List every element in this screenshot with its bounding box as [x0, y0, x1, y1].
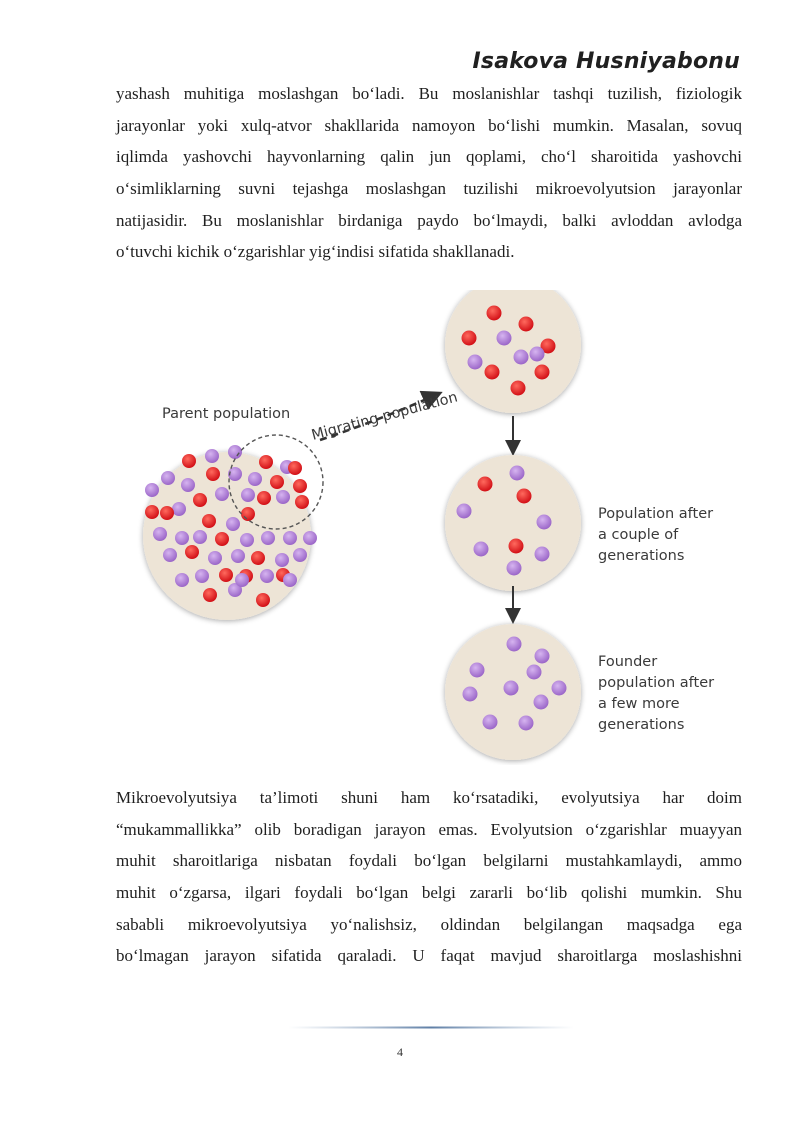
purple-allele-dot [276, 490, 290, 504]
purple-allele-dot [215, 487, 229, 501]
purple-allele-dot [507, 637, 522, 652]
red-allele-dot [509, 539, 524, 554]
purple-allele-dot [208, 551, 222, 565]
red-allele-dot [182, 454, 196, 468]
purple-allele-dot [240, 533, 254, 547]
purple-allele-dot [235, 573, 249, 587]
purple-allele-dot [468, 355, 483, 370]
purple-allele-dot [175, 573, 189, 587]
red-allele-dot [462, 331, 477, 346]
purple-allele-dot [293, 548, 307, 562]
purple-allele-dot [205, 449, 219, 463]
red-allele-dot [215, 532, 229, 546]
founder-label-line-3: a few more [598, 696, 680, 712]
purple-allele-dot [163, 548, 177, 562]
page-number: 4 [397, 1045, 403, 1059]
text-line: muhit o‘zgarsa, ilgari foydali bo‘lgan belgi zararli bo‘lib qolishi mumkin. Shu [116, 883, 742, 903]
purple-allele-dot [248, 472, 262, 486]
paragraph-2 [116, 782, 742, 972]
red-allele-dot [270, 475, 284, 489]
red-allele-dot [293, 479, 307, 493]
red-allele-dot [251, 551, 265, 565]
purple-allele-dot [552, 681, 567, 696]
red-allele-dot [241, 507, 255, 521]
text-line: jarayonlar yoki xulq-atvor shakllarida namoyon bo‘lishi mumkin. Masalan, sovuq [116, 115, 742, 135]
red-allele-dot [295, 495, 309, 509]
text-line: muhit sharoitlariga nisbatan foydali bo‘lgan belgilarni mustahkamlaydi, ammo [116, 851, 742, 871]
purple-allele-dot [537, 515, 552, 530]
header-author: Isakova Husniyabonu [472, 49, 740, 74]
founder-effect-figure [130, 290, 750, 765]
purple-allele-dot [260, 569, 274, 583]
red-allele-dot [257, 491, 271, 505]
red-allele-dot [145, 505, 159, 519]
red-allele-dot [219, 568, 233, 582]
red-allele-dot [485, 365, 500, 380]
purple-allele-dot [535, 547, 550, 562]
red-allele-dot [185, 545, 199, 559]
purple-allele-dot [283, 573, 297, 587]
red-allele-dot [478, 477, 493, 492]
purple-allele-dot [241, 488, 255, 502]
purple-allele-dot [261, 531, 275, 545]
population-after-label-line-2: a couple of [598, 527, 679, 543]
red-allele-dot [517, 489, 532, 504]
migrating-population-label: Migrating population [309, 389, 460, 444]
founder-label-line-4: generations [598, 717, 685, 733]
red-allele-dot [203, 588, 217, 602]
paragraph-1 [116, 78, 742, 268]
red-allele-dot [259, 455, 273, 469]
purple-allele-dot [161, 471, 175, 485]
purple-allele-dot [535, 649, 550, 664]
text-line: sababli mikroevolyutsiya yo‘nalishsiz, oldindan belgilangan maqsadga ega [116, 914, 742, 934]
purple-allele-dot [510, 466, 525, 481]
purple-allele-dot [497, 331, 512, 346]
text-line: Mikroevolyutsiya ta’limoti shuni ham ko‘rsatadiki, evolyutsiya har doim [116, 788, 742, 807]
purple-allele-dot [193, 530, 207, 544]
migrated-population-circle [445, 290, 581, 413]
population-after-label-line-3: generations [598, 548, 685, 564]
purple-allele-dot [283, 531, 297, 545]
purple-allele-dot [470, 663, 485, 678]
purple-allele-dot [303, 531, 317, 545]
text-line: yashash muhitiga moslashgan bo‘ladi. Bu moslanishlar tashqi tuzilish, fiziologik [116, 84, 742, 103]
red-allele-dot [193, 493, 207, 507]
text-line: o‘simliklarning suvni tejashga moslashgan tuzilishi mikroevolyutsion jarayonlar [116, 179, 742, 199]
purple-allele-dot [514, 350, 529, 365]
purple-allele-dot [145, 483, 159, 497]
purple-allele-dot [153, 527, 167, 541]
population-after-label-line-1: Population after [598, 506, 714, 522]
purple-allele-dot [275, 553, 289, 567]
text-line: iqlimda yashovchi hayvonlarning qalin jun qoplami, cho‘l sharoitida yashovchi [116, 147, 742, 167]
red-allele-dot [206, 467, 220, 481]
text-line: o‘tuvchi kichik o‘zgarishlar yig‘indisi sifatida shakllanadi. [116, 242, 515, 262]
purple-allele-dot [181, 478, 195, 492]
purple-allele-dot [534, 695, 549, 710]
purple-allele-dot [474, 542, 489, 557]
purple-allele-dot [195, 569, 209, 583]
purple-allele-dot [507, 561, 522, 576]
text-line: “mukammallikka” olib boradigan jarayon emas. Evolyutsion o‘zgarishlar muayyan [116, 819, 742, 839]
purple-allele-dot [530, 347, 545, 362]
purple-allele-dot [504, 681, 519, 696]
text-line: natijasidir. Bu moslanishlar birdaniga paydo bo‘lmaydi, balki avloddan avlodga [116, 210, 742, 230]
founder-label-line-2: population after [598, 675, 715, 691]
parent-population-label: Parent population [162, 406, 291, 422]
purple-allele-dot [172, 502, 186, 516]
founder-label-line-1: Founder [598, 654, 658, 670]
red-allele-dot [256, 593, 270, 607]
red-allele-dot [288, 461, 302, 475]
red-allele-dot [160, 506, 174, 520]
purple-allele-dot [226, 517, 240, 531]
red-allele-dot [519, 317, 534, 332]
figure-svg [130, 290, 750, 765]
purple-allele-dot [228, 445, 242, 459]
red-allele-dot [202, 514, 216, 528]
footer-rule [288, 1026, 574, 1029]
purple-allele-dot [231, 549, 245, 563]
purple-allele-dot [463, 687, 478, 702]
purple-allele-dot [527, 665, 542, 680]
red-allele-dot [511, 381, 526, 396]
red-allele-dot [535, 365, 550, 380]
purple-allele-dot [175, 531, 189, 545]
purple-allele-dot [483, 715, 498, 730]
purple-allele-dot [457, 504, 472, 519]
red-allele-dot [487, 306, 502, 321]
text-line: bo‘lmagan jarayon sifatida qaraladi. U faqat mavjud sharoitlarga moslashishni [116, 946, 742, 966]
purple-allele-dot [519, 716, 534, 731]
